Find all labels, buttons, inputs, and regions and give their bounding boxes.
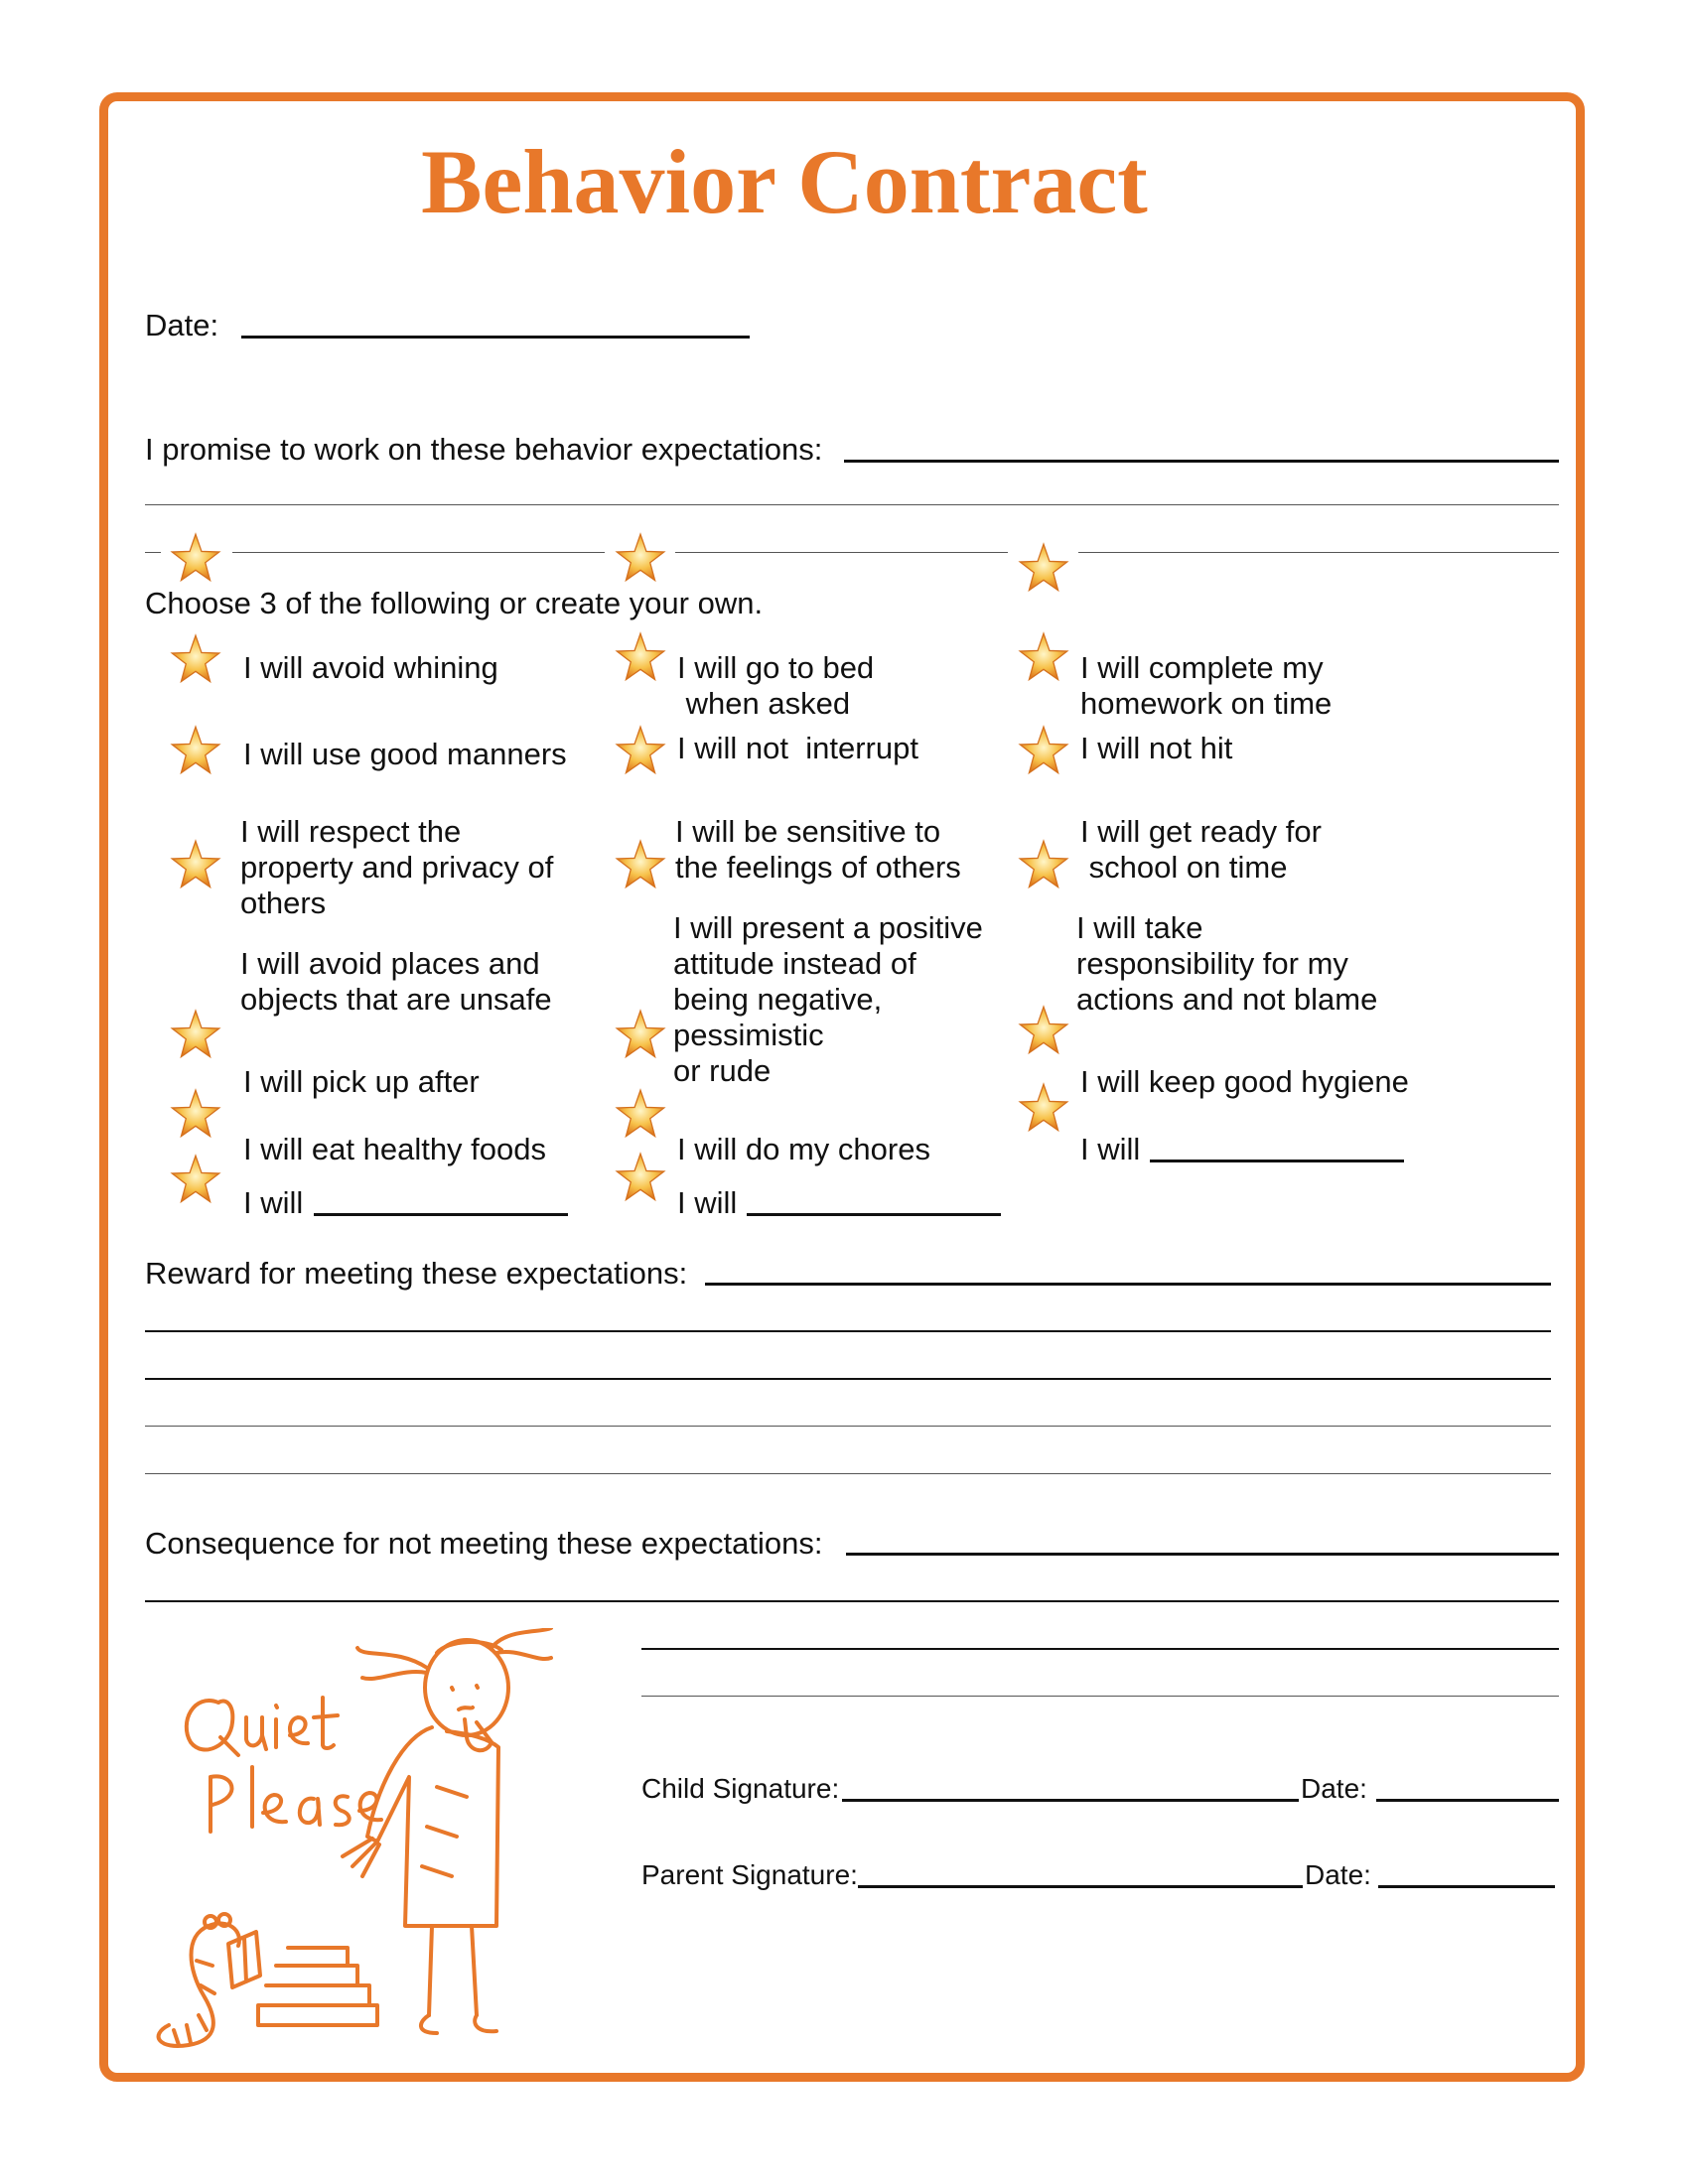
custom-field-3[interactable]	[1150, 1160, 1404, 1162]
date-label: Date:	[145, 308, 219, 342]
star-icon	[614, 1009, 667, 1062]
option-ready-for-school[interactable]: I will get ready for school on time	[1080, 814, 1322, 885]
star-icon	[169, 1009, 222, 1062]
consequence-field-1[interactable]	[846, 1553, 1559, 1556]
option-positive-attitude[interactable]: I will present a positive attitude instead of being negative, pessimistic or rude	[673, 910, 983, 1088]
reward-field-2[interactable]	[145, 1330, 1551, 1332]
custom-field-1[interactable]	[314, 1213, 568, 1216]
promise-field-3d[interactable]	[1078, 552, 1559, 553]
star-icon	[169, 1154, 222, 1207]
star-icon	[1017, 1082, 1070, 1136]
parent-date-field[interactable]	[1378, 1885, 1555, 1888]
star-icon	[614, 725, 667, 778]
star-icon	[1017, 542, 1070, 596]
star-icon	[169, 839, 222, 892]
option-healthy-foods[interactable]: I will eat healthy foods	[243, 1132, 547, 1166]
star-icon	[1017, 839, 1070, 892]
star-icon	[1017, 1005, 1070, 1058]
promise-field-1[interactable]	[844, 460, 1559, 463]
option-chores[interactable]: I will do my chores	[677, 1132, 930, 1166]
reward-field-4[interactable]	[145, 1426, 1551, 1427]
quiet-please-illustration	[149, 1628, 566, 2065]
star-icon	[614, 1088, 667, 1142]
date-field[interactable]	[241, 336, 750, 339]
parent-signature-field[interactable]	[858, 1885, 1303, 1888]
star-icon	[169, 633, 222, 687]
option-good-manners[interactable]: I will use good manners	[243, 737, 567, 771]
promise-field-3b[interactable]	[232, 552, 605, 553]
promise-field-3a[interactable]	[145, 552, 161, 553]
reward-field-1[interactable]	[705, 1283, 1551, 1286]
child-signature-label: Child Signature:	[641, 1773, 840, 1804]
option-hygiene[interactable]: I will keep good hygiene	[1080, 1064, 1409, 1099]
option-take-responsibility[interactable]: I will take responsibility for my actions and not blame	[1076, 910, 1378, 1017]
consequence-label: Consequence for not meeting these expectations:	[145, 1526, 823, 1561]
child-date-field[interactable]	[1376, 1799, 1559, 1802]
option-sensitive[interactable]: I will be sensitive to the feelings of others	[675, 814, 961, 885]
option-custom-2: I will	[677, 1185, 738, 1220]
option-pick-up-after[interactable]: I will pick up after	[243, 1064, 480, 1099]
parent-signature-label: Parent Signature:	[641, 1859, 858, 1890]
option-custom-3: I will	[1080, 1132, 1141, 1166]
parent-date-label: Date:	[1305, 1859, 1371, 1890]
child-signature-field[interactable]	[842, 1799, 1299, 1802]
option-avoid-whining[interactable]: I will avoid whining	[243, 650, 498, 685]
option-not-interrupt[interactable]: I will not interrupt	[677, 731, 918, 765]
option-homework[interactable]: I will complete my homework on time	[1080, 650, 1333, 721]
child-date-label: Date:	[1301, 1773, 1367, 1804]
promise-field-3c[interactable]	[675, 552, 1008, 553]
promise-label: I promise to work on these behavior expectations:	[145, 432, 823, 467]
option-not-hit[interactable]: I will not hit	[1080, 731, 1233, 765]
page-title: Behavior Contract	[421, 131, 1148, 232]
star-icon	[614, 631, 667, 685]
reward-field-3[interactable]	[145, 1378, 1551, 1380]
star-icon	[614, 839, 667, 892]
reward-field-5[interactable]	[145, 1473, 1551, 1474]
consequence-field-3[interactable]	[641, 1648, 1559, 1650]
consequence-field-4[interactable]	[641, 1696, 1559, 1697]
option-respect-property[interactable]: I will respect the property and privacy of others	[240, 814, 554, 920]
star-icon	[614, 532, 667, 586]
choose-label: Choose 3 of the following or create your own.	[145, 586, 764, 620]
reward-label: Reward for meeting these expectations:	[145, 1256, 688, 1291]
custom-field-2[interactable]	[747, 1213, 1001, 1216]
option-avoid-unsafe[interactable]: I will avoid places and objects that are unsafe	[240, 946, 552, 1017]
star-icon	[1017, 725, 1070, 778]
star-icon	[169, 532, 222, 586]
consequence-field-2[interactable]	[145, 1600, 1559, 1602]
star-icon	[169, 1088, 222, 1142]
star-icon	[169, 725, 222, 778]
star-icon	[1017, 631, 1070, 685]
option-go-to-bed[interactable]: I will go to bed when asked	[677, 650, 875, 721]
star-icon	[614, 1152, 667, 1205]
option-custom-1: I will	[243, 1185, 304, 1220]
promise-field-2[interactable]	[145, 504, 1559, 505]
